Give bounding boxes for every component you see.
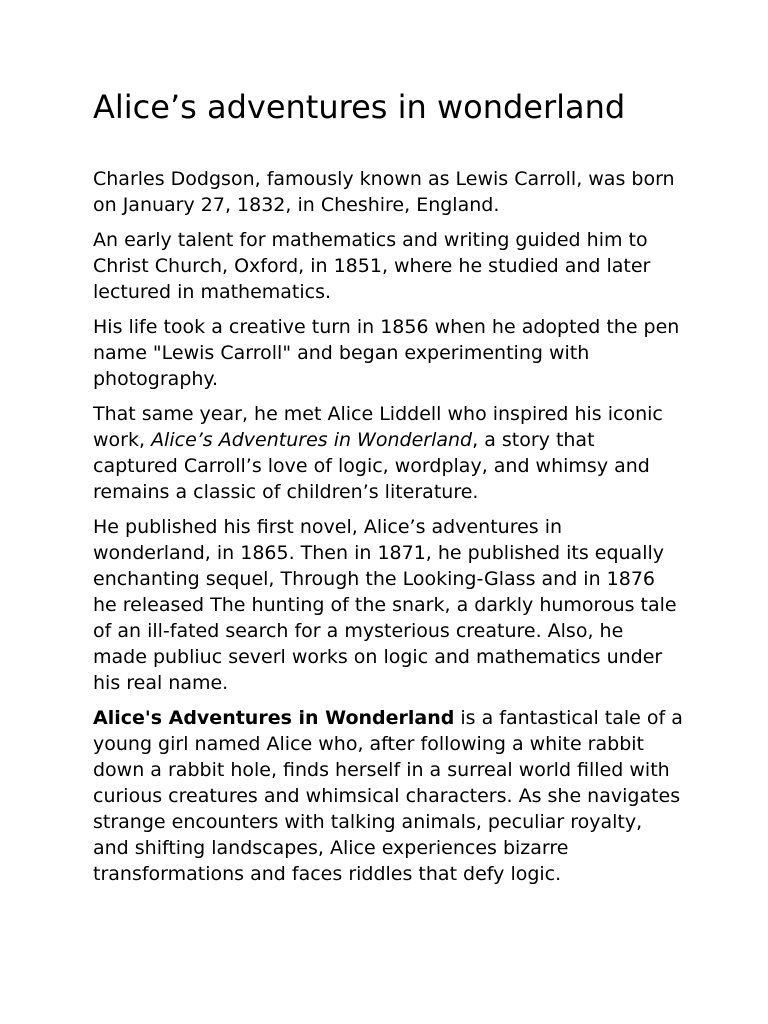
- paragraph-3: His life took a creative turn in 1856 when he adopted the pen name "Lewis Carroll" and began experimenting with photography.: [93, 316, 680, 390]
- paragraph-4-italic-title: Alice’s Adventures in Wonderland: [151, 429, 473, 451]
- paragraph-6-after: is a fantastical tale of a young girl named Alice who, after following a white rabbit down a rabbit hole, finds herself in a surreal world filled with curious creatures and whimsical characters. As she navigates strange encounters with talking animals, peculiar royalty, and shifting landscapes, Alice experiences bizarre transformations and faces riddles that defy logic.: [93, 707, 683, 885]
- paragraph-1: Charles Dodgson, famously known as Lewis Carroll, was born on January 27, 1832, in Cheshire, England.: [93, 168, 675, 216]
- paragraph-4-after: , a story that captured Carroll’s love of logic, wordplay, and whimsy and remains a classic of children’s literature.: [93, 429, 650, 503]
- document-page: [93, 86, 683, 896]
- paragraph-5: He published his first novel, Alice’s adventures in wonderland, in 1865. Then in 1871, he published its equally enchanting sequel, Through the Looking-Glass and in 1876 he released The hunting of the snark, a darkly humorous tale of an ill-fated search for a mysterious creature. Also, he made publiuc severl works on logic and mathematics under his real name.: [93, 516, 677, 694]
- paragraph-4: [93, 401, 683, 505]
- paragraph-6: [93, 705, 683, 887]
- paragraph-2: An early talent for mathematics and writing guided him to Christ Church, Oxford, in 1851, where he studied and later lectured in mathematics.: [93, 229, 651, 303]
- paragraph-4-before: That same year, he met Alice Liddell who inspired his iconic work,: [93, 403, 663, 451]
- document-title: Alice’s adventures in wonderland: [93, 88, 626, 126]
- paragraph-6-bold-title: Alice's Adventures in Wonderland: [93, 707, 455, 729]
